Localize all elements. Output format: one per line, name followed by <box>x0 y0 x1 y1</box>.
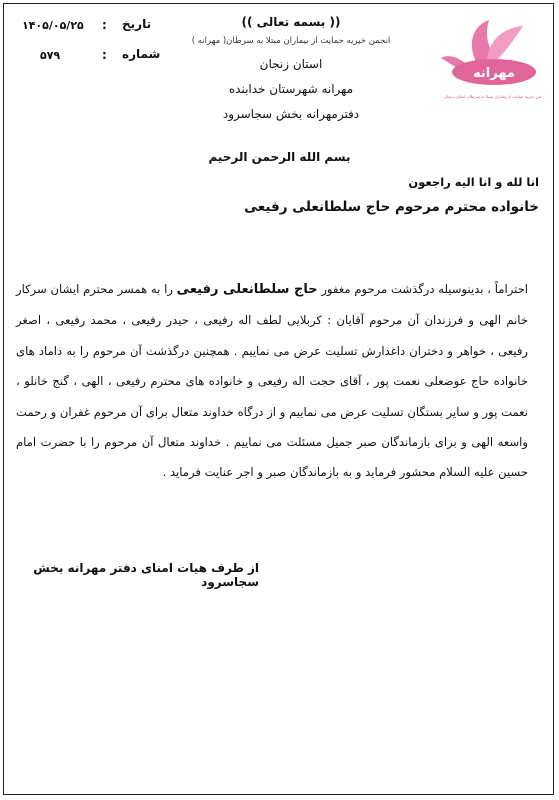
date-colon: : <box>102 18 107 32</box>
mehraneh-logo <box>437 14 541 106</box>
condolence-paragraph <box>16 274 528 488</box>
office-line: دفترمهرانه بخش سجاسرود <box>222 107 360 121</box>
mehraneh-logo-icon <box>437 14 541 106</box>
org-name: انجمن خیریه حمایت از بیماران مبتلا به سرطان( مهرانه ) <box>191 36 391 46</box>
number-colon: : <box>102 48 107 62</box>
number-label: شماره <box>122 47 161 61</box>
date-value: ۱۴۰۵/۰۵/۲۵ <box>22 19 84 32</box>
number-value: ۵۷۹ <box>40 49 61 62</box>
county-branch-line: مهرانه شهرستان خدابنده <box>228 82 354 96</box>
bismillah-title: بسم الله الرحمن الرحیم <box>208 150 351 164</box>
logo-caption: انجمن خیریه حمایت از بیماران مبتلا به سرطان استان زنجان <box>444 94 541 99</box>
deceased-name: حاج سلطانعلی رفیعی <box>176 282 318 297</box>
logo-text: مهرانه <box>473 66 515 81</box>
addressee-family: خانواده محترم مرحوم حاج سلطانعلی رفیعی <box>244 199 539 215</box>
body-part2: را به همسر محترم ایشان سرکار خانم الهی و فرزندان آن مرحوم آقایان : کربلایی لطف اله رفیعی ، حیدر رفیعی ، محمد رفیعی ، اصغر رفیعی ، خواهر و دختران داغدارش تسلیت عرض می نماییم . همچنین درگذشت آن مرحوم را به داماد های خانواده حاج عوضعلی نعمت پور ، آقای حجت اله رفیعی و خانواده های محترم رفیعی ، الهی ، گنج خانلو ، نعمت پور و سایر بستگان تسلیت عرض می نماییم و از درگاه خداوند متعال برای آن مرحوم غفران و رحمت واسعه الهی و برای بازماندگان صبر جمیل مسئلت می نماییم . خداوند متعال آن مرحوم را با حضرت امام حسین علیه السلام محشور فرماید و به بازماندگان صبر و اجر عنایت فرماید . <box>16 282 528 480</box>
signature-line: از طرف هیات امنای دفتر مهرانه بخش سجاسرود <box>33 561 259 589</box>
province-line: استان زنجان <box>259 57 323 71</box>
date-label: تاریخ <box>122 17 152 31</box>
inna-lillah-line: انا لله و انا الیه راجعون <box>408 175 539 189</box>
body-part1: احتراماً ، بدینوسیله درگذشت مرحوم مغفور <box>317 282 528 296</box>
header-bismillah: (( بسمه تعالی )) <box>241 15 341 29</box>
